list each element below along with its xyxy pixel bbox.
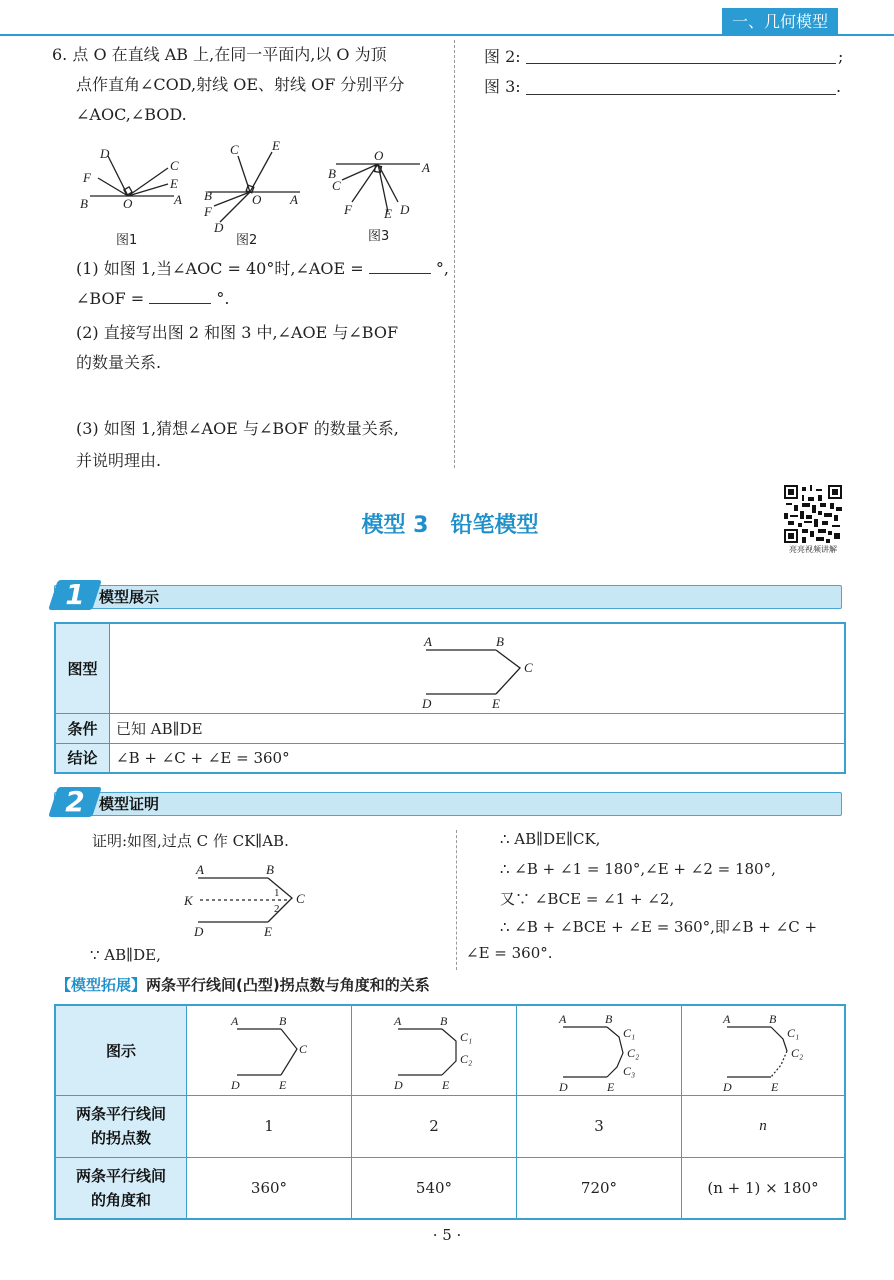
extension-heading	[56, 974, 430, 995]
ext-count-2: 2	[352, 1095, 517, 1157]
pencil-figure	[110, 624, 844, 712]
q6-part2-line1: (2) 直接写出图 2 和图 3 中,∠AOE 与∠BOF	[76, 323, 399, 342]
ext-count-n: n	[682, 1095, 846, 1157]
e3-e: E	[607, 1080, 615, 1094]
e1-b: B	[279, 1014, 287, 1029]
fig1-label-f: F	[83, 170, 91, 185]
section2-bar	[54, 785, 842, 818]
fig1-label-o: O	[123, 196, 133, 211]
ext-row-label-inflection	[55, 1095, 187, 1157]
ext-sum-2: 540°	[352, 1157, 517, 1219]
pencil-label-a: A	[424, 634, 432, 650]
qr-caption: 亮亮视频讲解	[789, 545, 837, 554]
ext-figure-1	[187, 1005, 352, 1095]
conclusion-text: ∠B + ∠C + ∠E = 360°	[110, 743, 846, 773]
answer-fig2-end: ;	[838, 47, 844, 66]
proof-divider	[456, 830, 457, 970]
ext-count-3: 3	[517, 1095, 682, 1157]
fig2-label-b: B	[204, 188, 212, 203]
en-c1: C₁	[787, 1026, 800, 1041]
pencil-label-b: B	[496, 634, 504, 650]
ext-row-label-anglesum	[55, 1157, 187, 1219]
section1-title: 模型展示	[99, 588, 160, 606]
fig1-caption: 图1	[116, 233, 138, 248]
q6-part1-text-d: °.	[216, 289, 230, 308]
proof-label-d: D	[194, 924, 204, 939]
fig3-label-b: B	[328, 166, 336, 181]
e2-e: E	[442, 1078, 450, 1093]
e2-a: A	[394, 1014, 402, 1029]
proof-right-line2: ∴ ∠B + ∠1 = 180°,∠E + ∠2 = 180°,	[500, 860, 776, 878]
e2-b: B	[440, 1014, 448, 1029]
ext-sum-1: 360°	[187, 1157, 352, 1219]
ext-figure-2	[352, 1005, 517, 1095]
e1-e: E	[279, 1078, 287, 1093]
fig1-label-a: A	[174, 192, 182, 207]
ext-sum-n: (n + 1) × 180°	[682, 1157, 846, 1219]
fig3-label-c: C	[332, 178, 341, 193]
q6-stem-line2: 点作直角∠COD,射线 OE、射线 OF 分别平分	[76, 75, 405, 94]
fig1-label-e: E	[170, 176, 178, 191]
q6-part1-text-a: (1) 如图 1,当∠AOC = 40°时,∠AOE =	[76, 259, 364, 278]
e3-c1: C₁	[623, 1026, 636, 1041]
ext-figure-3	[517, 1005, 682, 1095]
pencil-label-d: D	[422, 696, 432, 712]
answer-fig3-line[interactable]	[526, 94, 836, 95]
proof-right-line3: 又∵ ∠BCE = ∠1 + ∠2,	[500, 890, 675, 908]
fig3-label-d: D	[400, 202, 410, 217]
en-c2: C₂	[791, 1046, 804, 1061]
e2-d: D	[394, 1078, 403, 1093]
e2-c1: C₁	[460, 1030, 473, 1045]
e3-d: D	[559, 1080, 568, 1094]
ext-row3-label-line1: 两条平行线间	[75, 1166, 166, 1185]
q6-part1-text-c: ∠BOF =	[76, 289, 145, 308]
extension-table	[54, 1004, 846, 1220]
page-number: · 5 ·	[432, 1226, 462, 1244]
fig3-label-e: E	[384, 206, 392, 221]
extension-title: 两条平行线间(凸型)拐点数与角度和的关系	[146, 976, 430, 994]
q6-part1-text-b: °,	[435, 259, 449, 278]
e2-c2: C₂	[460, 1052, 473, 1067]
e3-c3: C₃	[623, 1064, 636, 1079]
fig2-label-f: F	[204, 204, 212, 219]
e1-a: A	[231, 1014, 239, 1029]
q6-part1-line2	[76, 284, 229, 314]
fig2-label-e: E	[272, 138, 280, 153]
pencil-label-c: C	[524, 660, 533, 676]
proof-label-k: K	[184, 893, 193, 908]
e1-d: D	[231, 1078, 240, 1093]
e3-b: B	[605, 1012, 613, 1027]
en-e: E	[771, 1080, 779, 1094]
proof-label-b: B	[266, 862, 274, 877]
q6-blank-aoe[interactable]	[369, 257, 431, 274]
model-title: 模型 3 铅笔模型	[361, 513, 539, 538]
q6-part3-line2: 并说明理由.	[76, 451, 162, 470]
q6-figures	[70, 136, 450, 248]
fig1-label-d: D	[100, 146, 110, 161]
ext-row2-label-line1: 两条平行线间	[75, 1105, 166, 1123]
q6-stem-line1: 6. 点 O 在直线 AB 上,在同一平面内,以 O 为顶	[52, 45, 387, 64]
ext-row2-label-line2: 的拐点数	[90, 1129, 151, 1147]
fig1-label-b: B	[80, 196, 88, 211]
section2-number: 2	[48, 787, 102, 817]
pencil-label-e: E	[492, 696, 500, 712]
fig2-label-c: C	[230, 142, 239, 157]
q6-part2-line2: 的数量关系.	[76, 353, 162, 372]
proof-label-1: 1	[274, 887, 280, 899]
proof-label-e: E	[264, 924, 272, 939]
answer-fig2-line[interactable]	[526, 63, 836, 64]
en-a: A	[723, 1012, 731, 1027]
ext-figure-n	[682, 1005, 846, 1095]
proof-figure	[180, 860, 320, 940]
chapter-tab: 一、几何模型	[722, 8, 838, 36]
ext-sum-3: 720°	[517, 1157, 682, 1219]
q6-blank-bof[interactable]	[149, 287, 211, 304]
answer-fig3-end: .	[836, 77, 842, 96]
section2-title: 模型证明	[99, 795, 160, 813]
row-label-figure: 图型	[55, 623, 110, 713]
answer-fig3-label: 图 3:	[484, 77, 521, 96]
q6-stem-line3: ∠AOC,∠BOD.	[76, 105, 187, 124]
answer-fig2-label: 图 2:	[484, 47, 521, 66]
section1-bar	[54, 578, 842, 611]
proof-right-line4: ∴ ∠B + ∠BCE + ∠E = 360°,即∠B + ∠C +	[500, 918, 818, 936]
column-divider	[454, 40, 455, 468]
e3-a: A	[559, 1012, 567, 1027]
proof-because: ∵ AB∥DE,	[90, 946, 161, 964]
fig2-label-o: O	[252, 192, 262, 207]
e1-c: C	[299, 1042, 308, 1057]
ext-count-1: 1	[187, 1095, 352, 1157]
section1-number: 1	[48, 580, 102, 610]
qr-code-icon[interactable]	[784, 485, 842, 543]
condition-text: 已知 AB∥DE	[110, 713, 846, 743]
q6-part1-line1	[76, 254, 449, 284]
en-b: B	[769, 1012, 777, 1027]
fig2-caption: 图2	[236, 233, 258, 248]
fig1-label-c: C	[170, 158, 179, 173]
fig2-label-a: A	[290, 192, 298, 207]
fig2-label-d: D	[214, 220, 224, 235]
fig3-label-o: O	[374, 148, 384, 163]
fig3-label-f: F	[344, 202, 352, 217]
proof-right-line1: ∴ AB∥DE∥CK,	[500, 830, 601, 848]
q6-part3-line1: (3) 如图 1,猜想∠AOE 与∠BOF 的数量关系,	[76, 419, 399, 438]
proof-right-line5: ∠E = 360°.	[466, 944, 553, 962]
e3-c2: C₂	[627, 1046, 640, 1061]
row-label-conclusion: 结论	[55, 743, 110, 773]
fig3-caption: 图3	[368, 229, 390, 244]
model-display-table	[54, 622, 846, 774]
fig3-label-a: A	[422, 160, 430, 175]
proof-label-2: 2	[274, 903, 280, 915]
pencil-figure-cell	[110, 623, 846, 713]
en-d: D	[723, 1080, 732, 1094]
ext-row3-label-line2: 的角度和	[90, 1190, 151, 1209]
proof-label-c: C	[296, 891, 305, 906]
proof-label-a: A	[196, 862, 204, 877]
proof-left-text: 证明:如图,过点 C 作 CK∥AB.	[92, 832, 289, 850]
ext-row-label-figure: 图示	[55, 1005, 187, 1095]
row-label-condition: 条件	[55, 713, 110, 743]
extension-tag: 【模型拓展】	[56, 976, 147, 994]
